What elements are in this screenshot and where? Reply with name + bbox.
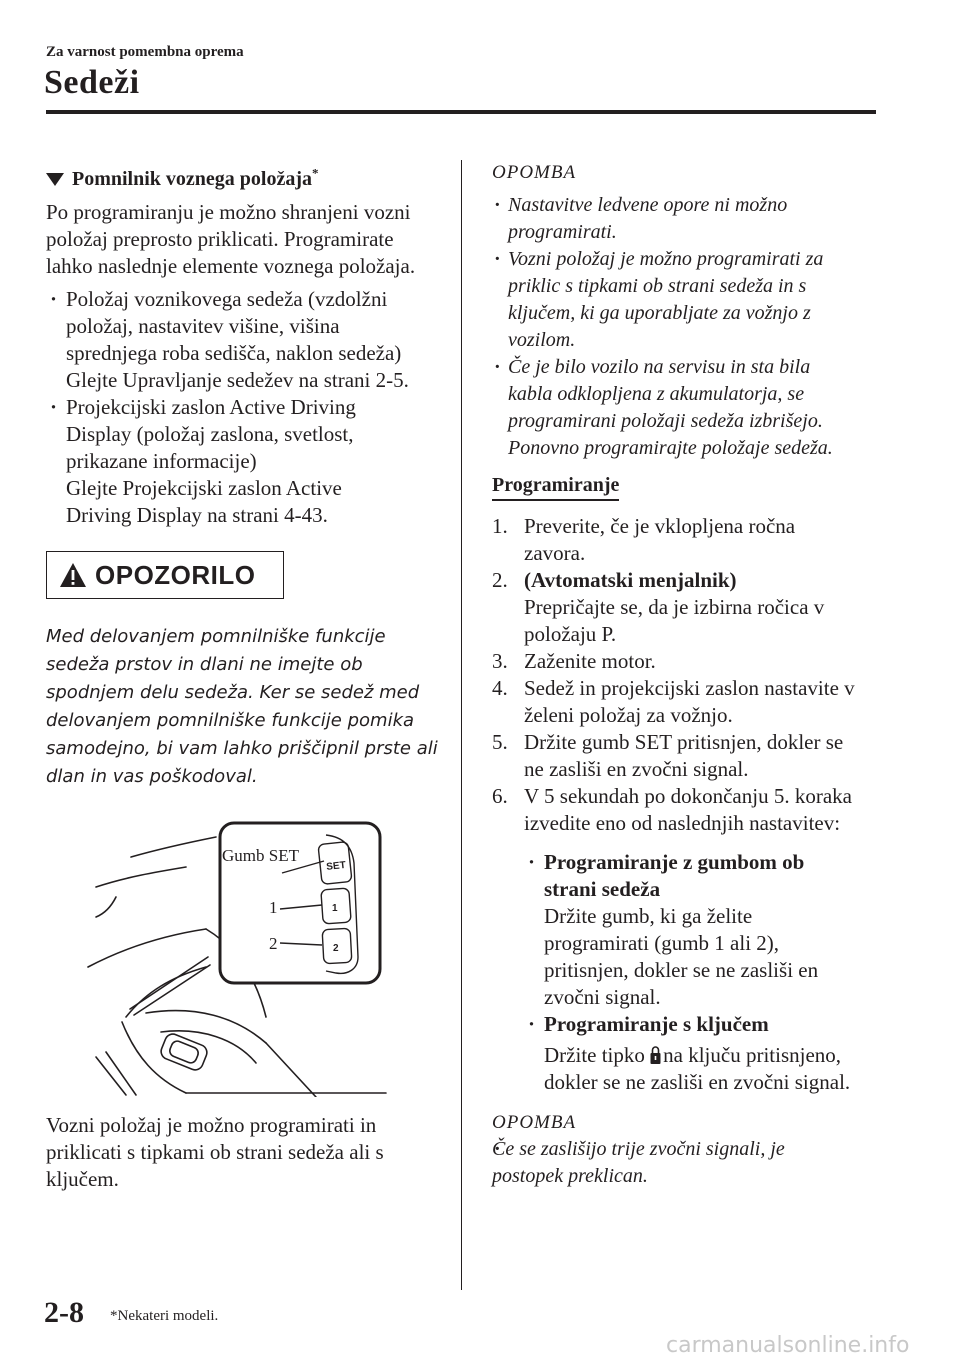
section-kicker: Za varnost pomembna oprema (46, 44, 244, 60)
lock-icon (650, 1045, 661, 1065)
list-item: · Projekcijski zaslon Active Driving Display (položaj zaslona, svetlost, prikazane informacije) Glejte Projekcijski zaslon Active Driving Display na strani 4-43. (46, 394, 446, 529)
section-heading (46, 165, 446, 191)
warning-icon (59, 562, 87, 588)
header-rule (46, 110, 876, 114)
intro-paragraph: Po programiranju je možno shranjeni vozni položaj preprosto priklicati. Programirate lahko naslednje elemente voznega položaja. (46, 200, 416, 278)
warning-label: OPOZORILO (95, 559, 256, 590)
note-list (492, 192, 892, 462)
note-item: · Če je bilo vozilo na servisu in sta bila kabla odklopljena z akumulatorja, se programirani položaji sedeža izbrišejo. Ponovno programirajte položaje sedeža. (492, 354, 892, 462)
closing-paragraph: Vozni položaj je možno programirati in priklicati s tipkami ob strani sedeža ali s ključem. (46, 1113, 384, 1191)
seat-memory-illustration (86, 817, 426, 1097)
right-column (492, 162, 892, 1190)
step-item: 2. (Avtomatski menjalnik) Prepričajte se, da je izbirna ročica v položaju P. (492, 568, 825, 646)
page-title: Sedeži (44, 64, 140, 101)
callout-1-label: 1 (269, 898, 278, 917)
list-item: · Položaj voznikovega sedeža (vzdolžni položaj, nastavitev višine, višina sprednjega roba sedišča, naklon sedeža) Glejte Upravljanje sedežev na strani 2-5. (46, 286, 446, 394)
callout-set-label: Gumb SET (222, 846, 299, 865)
step-list (492, 513, 892, 837)
triangle-down-icon (46, 173, 64, 186)
step-item: 1. Preverite, če je vklopljena ročna zavora. (492, 514, 796, 565)
step-item: 3. Zaženite motor. (492, 649, 656, 673)
button-1-text: 1 (332, 903, 338, 914)
note2-text: · Če se zaslišijo trije zvočni signali, je postopek preklican. (492, 1136, 892, 1190)
warning-box (46, 551, 284, 599)
note-item: · Nastavitve ledvene opore ni možno programirati. (492, 192, 892, 246)
note-heading: OPOMBA (492, 162, 577, 183)
section-title: Pomnilnik voznega položaja* (72, 165, 319, 190)
model-asterisk: * (312, 165, 319, 181)
list-item: · Programiranje z gumbom ob strani sedeža Držite gumb, ki ga želite programirati (gumb 1 ali 2), pritisnjen, dokler se ne zasliši en zvočni signal. (492, 849, 892, 1011)
set-button-text: SET (325, 859, 347, 873)
left-column (46, 165, 446, 1193)
warning-text: Med delovanjem pomnilniške funkcije sedeža prstov in dlani ne imejte ob spodnjem delu sedeža. Ker se sedež med delovanjem pomnilniške funkcije pomika samodejno, bi vam lahko priščipnil prste ali dlan in vas poškodoval. (46, 626, 438, 787)
page-number: 2-8 (44, 1296, 84, 1329)
note-item: · Vozni položaj je možno programirati za priklic s tipkami ob strani sedeža in s ključem, ki ga uporabljate za vožnjo z vozilom. (492, 246, 892, 354)
footnote: *Nekateri modeli. (110, 1308, 219, 1324)
callout-2-label: 2 (269, 934, 278, 953)
programming-subheading: Programiranje (492, 474, 619, 501)
button-2-text: 2 (333, 943, 339, 954)
step-item: 4. Sedež in projekcijski zaslon nastavite v želeni položaj za vožnjo. (492, 676, 855, 727)
column-divider (461, 160, 462, 1290)
element-list (46, 286, 446, 529)
method-list (492, 849, 892, 1096)
note2-heading: OPOMBA (492, 1112, 577, 1133)
list-item: · Programiranje s ključem Držite tipko na ključu pritisnjeno, dokler se ne zasliši en zvočni signal. (492, 1011, 892, 1096)
watermark: carmanualsonline.info (666, 1333, 910, 1358)
step-item: 5. Držite gumb SET pritisnjen, dokler se ne zasliši en zvočni signal. (492, 730, 844, 781)
step-item: 6. V 5 sekundah po dokončanju 5. koraka izvedite eno od naslednjih nastavitev: (492, 784, 852, 835)
